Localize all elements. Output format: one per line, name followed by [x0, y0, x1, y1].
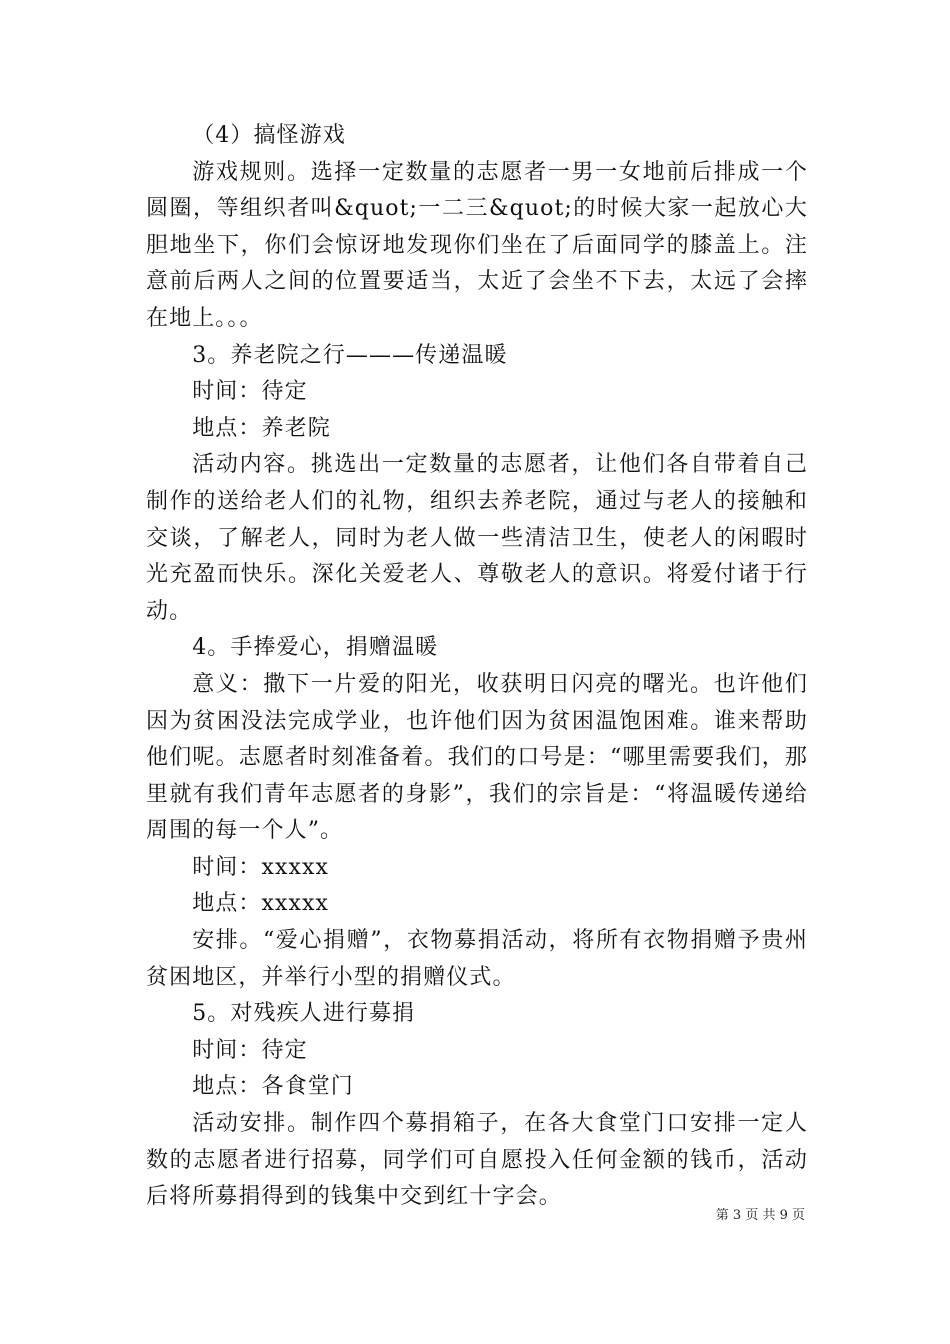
paragraph-time: 时间：xxxxx: [192, 854, 330, 880]
section-heading-nursing-home: 3。养老院之行———传递温暖: [192, 342, 508, 368]
document-body: [146, 118, 808, 1216]
page-number: 第 3 页 共 9 页: [715, 1208, 805, 1223]
paragraph-location: 地点：xxxxx: [192, 891, 330, 917]
paragraph-arrangement: 安排。“爱心捐赠”，衣物募捐活动，将所有衣物捐赠予贵州贫困地区，并举行小型的捐赠仪式。: [146, 928, 808, 990]
paragraph-location: 地点：各食堂门: [192, 1074, 354, 1100]
section-heading-donation: 4。手捧爱心，捐赠温暖: [192, 635, 439, 661]
paragraph-meaning: 意义：撒下一片爱的阳光，收获明日闪亮的曙光。也许他们因为贫困没法完成学业，也许他们因为贫困温饱困难。谁来帮助他们呢。志愿者时刻准备着。我们的口号是：“哪里需要我们，那里就有我们青年志愿者的身影”，我们的宗旨是：“将温暖传递给周围的每一个人”。: [146, 671, 808, 844]
paragraph-location: 地点：养老院: [192, 415, 331, 441]
paragraph-game-rules: 游戏规则。选择一定数量的志愿者一男一女地前后排成一个圆圈，等组织者叫&quot;一二三&quot;的时候大家一起放心大胆地坐下，你们会惊讶地发现你们坐在了后面同学的膝盖上。注意前后两人之间的位置要适当，太近了会坐不下去，太远了会摔在地上。。。: [146, 159, 808, 331]
section-heading-disabled-fundraising: 5。对残疾人进行募捐: [192, 1001, 416, 1027]
section-heading-prank-game: （4）搞怪游戏: [192, 123, 346, 148]
paragraph-time: 时间：待定: [192, 379, 308, 405]
paragraph-time: 时间：待定: [192, 1037, 308, 1063]
paragraph-activity-content: 活动内容。挑选出一定数量的志愿者，让他们各自带着自己制作的送给老人们的礼物，组织去养老院，通过与老人的接触和交谈，了解老人，同时为老人做一些清洁卫生，使老人的闲暇时光充盈而快乐。深化关爱老人、尊敬老人的意识。将爱付诸于行动。: [146, 452, 808, 624]
paragraph-activity-arrangement: 活动安排。制作四个募捐箱子，在各大食堂门口安排一定人数的志愿者进行招募，同学们可自愿投入任何金额的钱币，活动后将所募捐得到的钱集中交到红十字会。: [146, 1111, 808, 1210]
